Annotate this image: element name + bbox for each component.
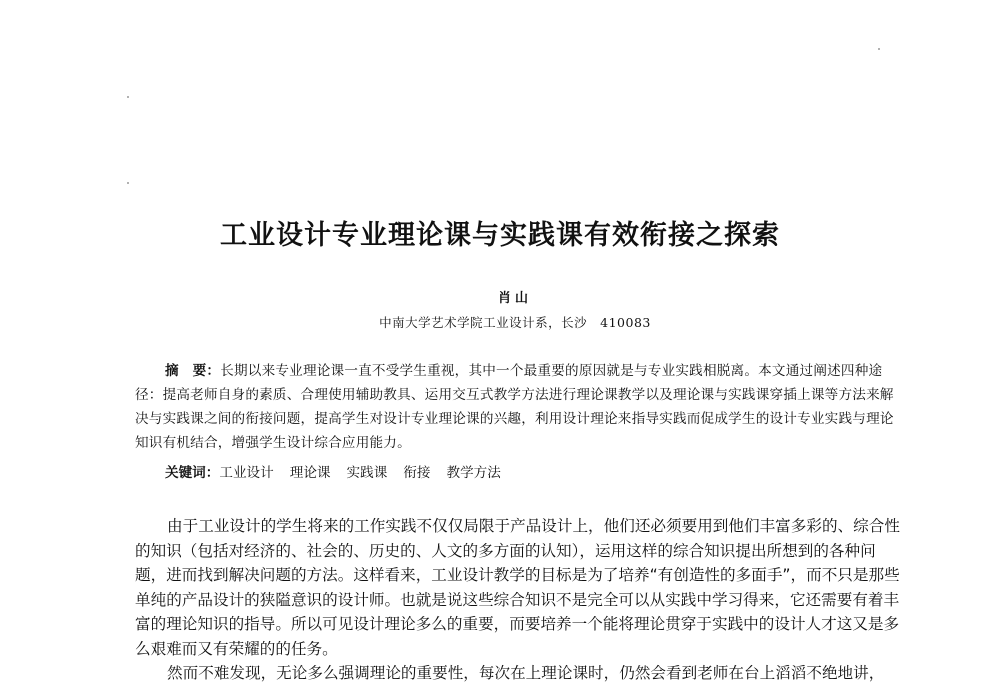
- scan-speck: [127, 96, 129, 98]
- keyword: 实践课: [346, 465, 388, 481]
- keyword: 工业设计: [219, 465, 274, 481]
- keyword: 教学方法: [446, 465, 501, 481]
- scan-speck: [878, 48, 880, 50]
- scan-speck: [127, 182, 129, 184]
- body-paragraph: 由于工业设计的学生将来的工作实践不仅仅局限于产品设计上，他们还必须要用到他们丰富多彩的、综合性的知识（包括对经济的、社会的、历史的、人文的多方面的认知），运用这样的综合知识提出所想到的各种问题，进而找到解决问题的方法。这样看来，工业设计教学的目标是为了培养“有创造性的多面手”，而不只是那些单纯的产品设计的狭隘意识的设计师。也就是说这些综合知识不是完全可以从实践中学习得来，它还需要有着丰富的理论知识的指导。所以可见设计理论多么的重要，而要培养一个能将理论贯穿于实践中的设计人才这又是多么艰难而又有荣耀的的任务。: [135, 517, 900, 658]
- keywords-label: 关键词：: [165, 465, 220, 481]
- body-paragraph-partial: 然而不难发现，无论多么强调理论的重要性，每次在上理论课时，仍然会看到老师在台上滔滔不绝地讲，: [167, 664, 885, 682]
- abstract-text: 长期以来专业理论课一直不受学生重视，其中一个最重要的原因就是与专业实践相脱离。本文通过阐述四种途径：提高老师自身的素质、合理使用辅助教具、运用交互式教学方法进行理论课教学以及理论课与实践课穿插上课等方法来解决与实践课之间的衔接问题，提高学生对设计专业理论课的兴趣，利用设计理论来指导实践而促成学生的设计专业实践与理论知识有机结合，增强学生设计综合应用能力。: [135, 363, 894, 451]
- abstract-label: 摘 要：: [165, 363, 221, 379]
- body-paragraphs: [135, 514, 905, 686]
- keyword: 衔接: [403, 465, 431, 481]
- keyword: 理论课: [289, 465, 331, 481]
- author-affiliation: 中南大学艺术学院工业设计系，长沙 410083: [379, 315, 651, 330]
- abstract: [135, 359, 905, 455]
- author-name: 肖山: [497, 291, 532, 306]
- keywords: [165, 462, 905, 484]
- paper-title: 工业设计专业理论课与实践课有效衔接之探索: [220, 220, 780, 251]
